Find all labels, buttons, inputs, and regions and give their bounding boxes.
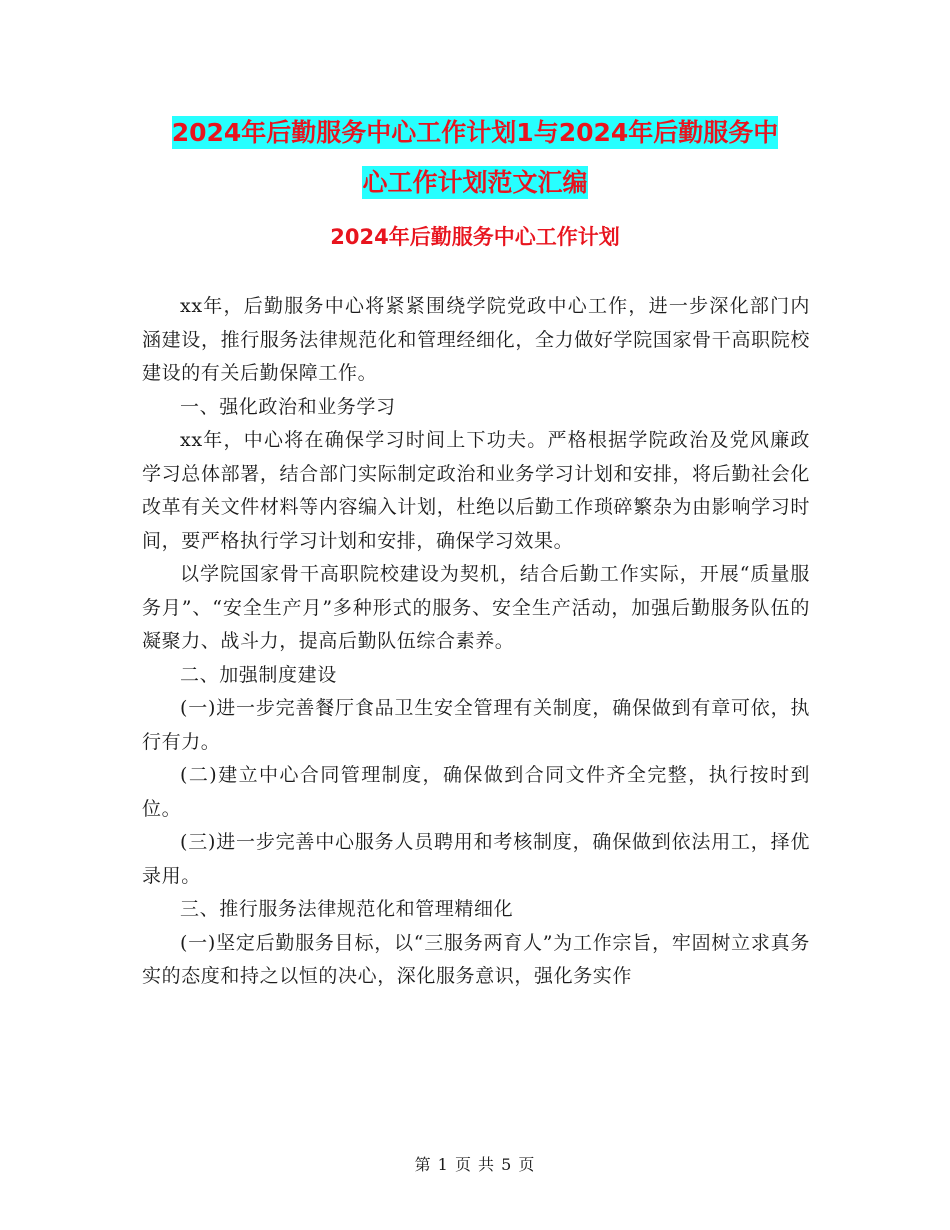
- page-footer: 第 1 页 共 5 页: [414, 1155, 536, 1174]
- paragraph: (一)进一步完善餐厅食品卫生安全管理有关制度，确保做到有章可依，执行有力。: [142, 697, 810, 753]
- paragraph: xx年，中心将在确保学习时间上下功夫。严格根据学院政治及党风廉政学习总体部署，结合部门实际制定政治和业务学习计划和安排，将后勤社会化改革有关文件材料等内容编入计划，杜绝以后勤工作琐碎繁杂为由影响学习时间，要严格执行学习计划和安排，确保学习效果。: [142, 429, 810, 552]
- title-highlight: 心工作计划范文汇编: [362, 168, 588, 197]
- heading-3: 三、推行服务法律规范化和管理精细化: [180, 898, 514, 920]
- document-title-line-2: [0, 158, 950, 208]
- paragraph: (二)建立中心合同管理制度，确保做到合同文件齐全完整，执行按时到位。: [142, 764, 810, 820]
- heading-2: 二、加强制度建设: [180, 663, 337, 686]
- paragraph-intro: xx年，后勤服务中心将紧紧围绕学院党政中心工作，进一步深化部门内涵建设，推行服务法律规范化和管理经细化，全力做好学院国家骨干高职院校建设的有关后勤保障工作。: [142, 295, 810, 384]
- document-title-line-1: [0, 108, 950, 158]
- document-title: [0, 108, 950, 208]
- heading-1: 一、强化政治和业务学习: [180, 395, 396, 418]
- paragraph: (一)坚定后勤服务目标，以“三服务两育人”为工作宗旨，牢固树立求真务实的态度和持之以恒的决心，深化服务意识，强化务实作: [142, 931, 810, 987]
- paragraph: (三)进一步完善中心服务人员聘用和考核制度，确保做到依法用工，择优录用。: [142, 831, 810, 887]
- title-highlight: 2024年后勤服务中心工作计划1与2024年后勤服务中: [171, 118, 779, 147]
- section-title: 2024年后勤服务中心工作计划: [330, 225, 620, 249]
- paragraph: 以学院国家骨干高职院校建设为契机，结合后勤工作实际，开展“质量服务月”、“安全生产月”多种形式的服务、安全生产活动，加强后勤服务队伍的凝聚力、战斗力，提高后勤队伍综合素养。: [142, 563, 810, 652]
- document-body: [142, 290, 810, 994]
